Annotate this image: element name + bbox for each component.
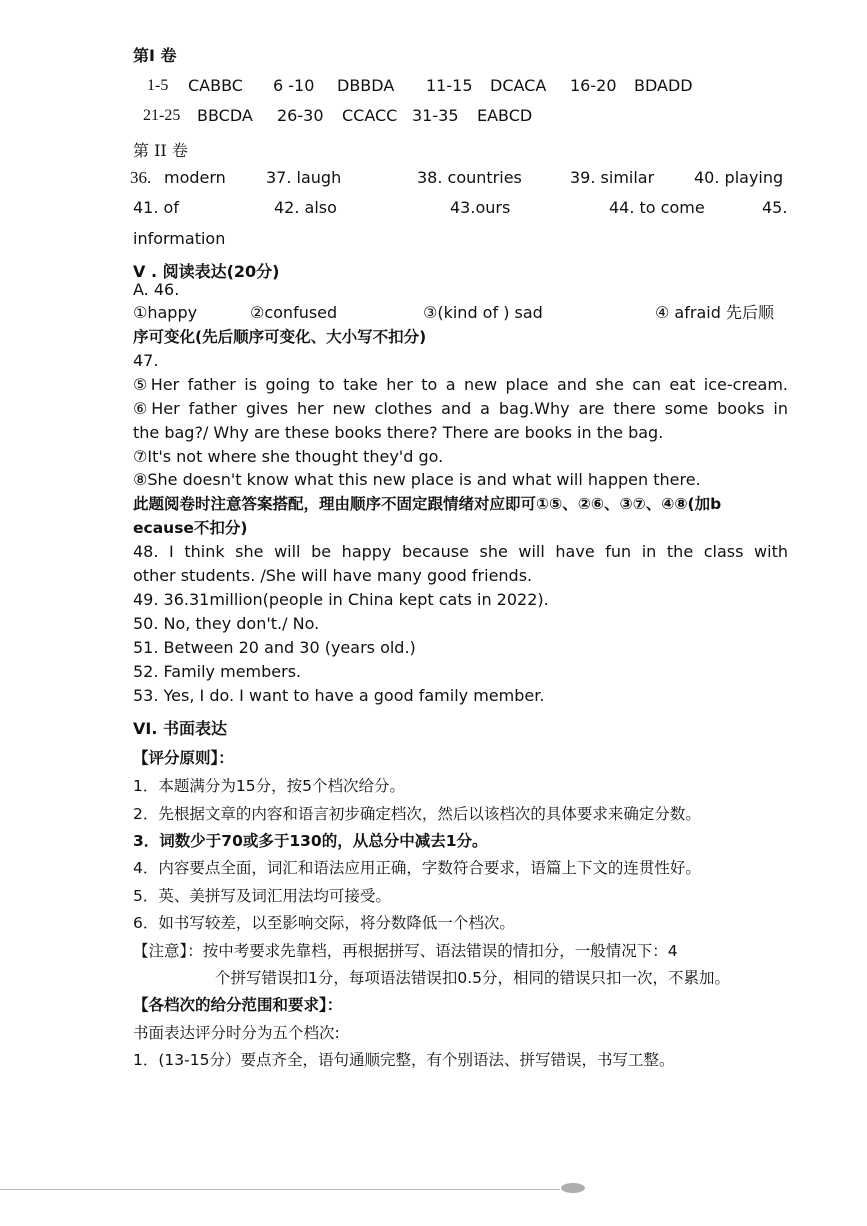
rule-6: 6．如书写较差，以至影响交际，将分数降低一个档次。 <box>133 914 515 932</box>
q46-item-2: ②confused <box>250 303 338 322</box>
q46-note: 序可变化(先后顺序可变化、大小写不扣分) <box>133 328 427 346</box>
q47-answer-8: ⑧She doesn't know what this new place is and what will happen there. <box>133 470 701 489</box>
note-line-b: 个拼写错误扣1分，每项语法错误扣0.5分，相同的错误只扣一次，不累加。 <box>215 969 731 987</box>
section6-title: VI. 书面表达 <box>133 719 227 738</box>
q40-answer: 40. playing <box>694 168 784 187</box>
range-31-35: 31-35 <box>412 106 459 125</box>
answer-1-5: CABBC <box>188 76 243 95</box>
q47-answer-6a: ⑥Her father gives her new clothes and a bag.Why are there some books in <box>133 399 788 418</box>
q51-answer: 51. Between 20 and 30 (years old.) <box>133 638 416 657</box>
answer-16-20: BDADD <box>634 76 693 95</box>
q41-answer: 41. of <box>133 198 179 217</box>
level-1: 1．(13-15分）要点齐全，语句通顺完整，有个别语法、拼写错误，书写工整。 <box>133 1051 675 1069</box>
rule-4: 4．内容要点全面，词汇和语法应用正确，字数符合要求，语篇上下文的连贯性好。 <box>133 859 701 877</box>
range-16-20: 16-20 <box>570 76 617 95</box>
answer-31-35: EABCD <box>477 106 533 125</box>
q52-answer: 52. Family members. <box>133 662 302 681</box>
rule-2: 2．先根据文章的内容和语言初步确定档次，然后以该档次的具体要求来确定分数。 <box>133 805 701 823</box>
q48-answer-b: other students. /She will have many good friends. <box>133 566 533 585</box>
section2-title: 第 II 卷 <box>133 141 188 160</box>
range-26-30: 26-30 <box>277 106 324 125</box>
q42-answer: 42. also <box>274 198 337 217</box>
q47-note-b: ecause不扣分) <box>133 519 248 537</box>
answer-21-25: BBCDA <box>197 106 253 125</box>
range-6-10: 6 -10 <box>273 76 315 95</box>
q39-answer: 39. similar <box>570 168 655 187</box>
footer-mark <box>561 1183 585 1193</box>
answer-26-30: CCACC <box>342 106 398 125</box>
q37-answer: 37. laugh <box>266 168 342 187</box>
q46-item-1: ①happy <box>133 303 198 322</box>
q47-note-a: 此题阅卷时注意答案搭配，理由顺序不固定跟情绪对应即可①⑤、②⑥、③⑦、④⑧(加b <box>133 495 722 513</box>
section2-row1 <box>130 168 793 188</box>
q53-answer: 53. Yes, I do. I want to have a good family member. <box>133 686 545 705</box>
note-line-a: 【注意】：按中考要求先靠档，再根据拼写、语法错误的情扣分，一般情况下：4 <box>133 942 678 960</box>
q50-answer: 50. No, they don't./ No. <box>133 614 320 633</box>
q45-answer: information <box>133 229 226 248</box>
section5-title: V . 阅读表达(20分) <box>133 262 280 281</box>
q46-head: A. 46. <box>133 280 180 299</box>
q43-answer: 43.ours <box>450 198 511 217</box>
q48-answer-a: 48. I think she will be happy because she will have fun in the class with <box>133 542 788 561</box>
q47-answer-5: ⑤Her father is going to take her to a new place and she can eat ice-cream. <box>133 375 788 394</box>
levels-title: 【各档次的给分范围和要求】： <box>133 996 343 1014</box>
rule-3: 3．词数少于70或多于130的，从总分中减去1分。 <box>133 832 488 850</box>
q45-number: 45. <box>762 198 788 217</box>
q47-answer-6b: the bag?/ Why are these books there? There are books in the bag. <box>133 423 664 442</box>
q47-head: 47. <box>133 351 159 370</box>
rule-1: 1．本题满分为15分，按5个档次给分。 <box>133 777 405 795</box>
section2-row2 <box>133 198 793 218</box>
q36-number: 36. <box>130 168 152 187</box>
section1-title: 第I 卷 <box>133 46 177 65</box>
range-21-25: 21-25 <box>143 107 181 124</box>
range-11-15: 11-15 <box>426 76 473 95</box>
section1-row2 <box>133 106 793 126</box>
q47-answer-7: ⑦It's not where she thought they'd go. <box>133 447 444 466</box>
section1-row1 <box>133 76 793 96</box>
q46-item-4: ④ afraid 先后顺 <box>655 303 774 322</box>
answer-11-15: DCACA <box>490 76 547 95</box>
rule-5: 5．英、美拼写及词汇用法均可接受。 <box>133 887 391 905</box>
answer-6-10: DBBDA <box>337 76 395 95</box>
levels-intro: 书面表达评分时分为五个档次: <box>133 1024 340 1042</box>
q38-answer: 38. countries <box>417 168 522 187</box>
q46-item-3: ③(kind of ) sad <box>423 303 543 322</box>
q49-answer: 49. 36.31million(people in China kept cats in 2022). <box>133 590 549 609</box>
q36-answer: modern <box>164 168 226 187</box>
range-1-5: 1-5 <box>147 77 169 94</box>
rules-title: 【评分原则】： <box>133 749 234 767</box>
footer-divider <box>0 1189 560 1190</box>
q46-items <box>133 303 793 323</box>
q44-answer: 44. to come <box>609 198 705 217</box>
